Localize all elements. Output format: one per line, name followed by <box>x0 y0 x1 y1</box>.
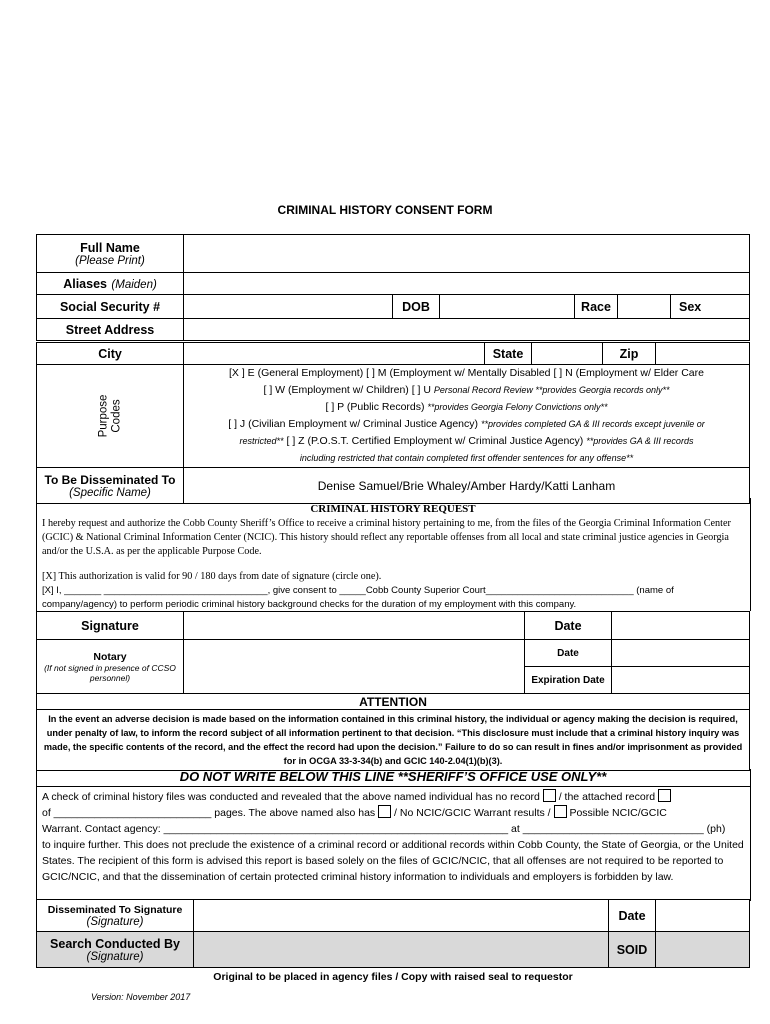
search-table <box>36 899 750 968</box>
street-field[interactable] <box>184 319 750 341</box>
search-date-field[interactable] <box>656 900 750 932</box>
soid-field[interactable] <box>656 932 750 968</box>
attention-table <box>36 693 750 771</box>
signature-date-label: Date <box>525 612 612 640</box>
purpose-code-z: [ ] Z (P.O.S.T. Certified Employment w/ Criminal Justice Agency) <box>286 435 584 447</box>
purpose-code-p: [ ] P (Public Records) <box>325 401 425 413</box>
state-field[interactable] <box>532 343 603 365</box>
ssn-label: Social Security # <box>37 295 184 319</box>
ssn-field[interactable] <box>184 295 393 319</box>
aliases-hint: (Maiden) <box>111 278 157 291</box>
applicant-table <box>36 234 750 341</box>
no-warrant-checkbox[interactable] <box>378 805 391 818</box>
signature-label: Signature <box>37 612 184 640</box>
notary-date-label: Date <box>525 640 612 667</box>
consent-line-2: company/agency) to perform periodic criminal history background checks for the duration of my employment with this company. <box>42 599 577 610</box>
possible-warrant-checkbox[interactable] <box>554 805 567 818</box>
race-field[interactable] <box>618 295 671 319</box>
office-use-disclaimer: to inquire further. This does not preclude the existence of a criminal record or additional records within Cobb County, the State of Georgia, or the United States. The recipient of this form is advised this report is based solely on the files of GCIC/NCIC, that all offenses are not required to be reported to GCIC/NCIC, and that the dissemination of certain protected criminal history information to individuals and employers is forbidden by law. <box>42 839 744 883</box>
validity-statement: [X] This authorization is valid for 90 / 180 days from date of signature (circle one). <box>42 571 382 582</box>
contact-agency-line: Warrant. Contact agency: ___________________________________________________________ at _______________________________ (ph) <box>42 823 726 835</box>
signature-date-field[interactable] <box>612 612 750 640</box>
notary-label: Notary <box>93 650 127 663</box>
request-heading: CRIMINAL HISTORY REQUEST <box>310 503 476 515</box>
version-note: Version: November 2017 <box>91 992 191 1002</box>
attention-text: In the event an adverse decision is made based on the information contained in this criminal history, the individual or agency making the decision is required, under penalty of law, to inform the record subject of all information pertinent to that decision. “This disclosure must include that a criminal history inquiry was made, the specific contents of the record, and the effect the record had upon the decision.” Failure to do so can result in fines and/or imprisonment as provided for in OCGA 33-3-34(b) and GCIC 140-2.04(1)(b)(3). <box>37 710 750 771</box>
form-title: CRIMINAL HISTORY CONSENT FORM <box>277 203 493 217</box>
dissem-signature-label: Disseminated To Signature <box>47 903 183 916</box>
disseminate-hint: (Specific Name) <box>69 486 151 499</box>
full-name-label: Full Name <box>80 240 140 255</box>
purpose-codes-label: Purpose Codes <box>97 394 122 437</box>
signature-field[interactable] <box>184 612 525 640</box>
dob-field[interactable] <box>440 295 575 319</box>
street-label: Street Address <box>37 319 184 341</box>
dob-label: DOB <box>393 295 440 319</box>
office-use-text: A check of criminal history files was conducted and revealed that the above named individual has no record / the attached record of ___________________________ pages. The above named also has / No NCIC/GCIC Warrant results / Possible NCIC/GCIC Warrant. Contact agency: ___________________________________________________________ at _______________________________ (ph) to inquire further. This does not preclude the existence of a criminal record or additional records within Cobb County, the State of Georgia, or the United States. The recipient of this form is advised this report is based solely on the files of GCIC/NCIC, that all offenses are not required to be reported to GCIC/NCIC, and that the dissemination of certain protected criminal history information to individuals and employers is forbidden by law. <box>42 789 746 885</box>
search-conducted-field[interactable] <box>194 932 609 968</box>
sex-label: Sex <box>679 299 702 314</box>
notary-field[interactable] <box>184 640 525 694</box>
signature-table <box>36 611 750 640</box>
expiration-date-field[interactable] <box>612 667 750 694</box>
notary-table <box>36 639 750 694</box>
no-record-checkbox[interactable] <box>543 789 556 802</box>
dissem-signature-hint: (Signature) <box>86 915 144 928</box>
aliases-label: Aliases <box>63 276 107 291</box>
city-row <box>36 342 750 365</box>
original-note: Original to be placed in agency files / Copy with raised seal to requestor <box>213 971 573 983</box>
search-conducted-hint: (Signature) <box>86 950 144 963</box>
aliases-field[interactable] <box>184 273 750 295</box>
zip-label: Zip <box>603 343 656 365</box>
office-use-heading: DO NOT WRITE BELOW THIS LINE **SHERIFF’S OFFICE USE ONLY** <box>179 769 607 784</box>
expiration-date-label: Expiration Date <box>525 667 612 694</box>
purpose-codes-list[interactable]: [X ] E (General Employment) [ ] M (Employment w/ Mentally Disabled [ ] N (Employment w/ Elder Care [ ] W (Employment w/ Children) [ ] U Personal Record Review **provides Georgia records only** [ ] P (Public Records) **provides Georgia Felony Convictions only** [ ] J (Civilian Employment w/ Criminal Justice Agency) **provides completed GA & III records except juvenile or restricted** [ ] Z (P.O.S.T. Certified Employment w/ Criminal Justice Agency) **provides GA & III records including restricted that contain completed first offender sentences for any offense** <box>184 365 750 468</box>
purpose-code-w-u: [ ] W (Employment w/ Children) [ ] U <box>263 384 431 396</box>
request-paragraph: I hereby request and authorize the Cobb County Sheriff’s Office to receive a criminal history pertaining to me, from the files of the Georgia Criminal Information Center (GCIC) & National Criminal Information Center (NCIC). This history should reflect any reportable offenses from all local and state criminal justice agencies in Georgia and/or the U.S.A. as per the applicable Purpose Code. <box>42 518 731 557</box>
disseminate-label: To Be Disseminated To <box>44 472 176 487</box>
consent-line: [X] I, _______ _______________________________, give consent to _____Cobb County Superior Court____________________________ (name of <box>42 585 674 596</box>
search-conducted-label: Search Conducted By <box>50 936 180 951</box>
disseminate-value[interactable]: Denise Samuel/Brie Whaley/Amber Hardy/Katti Lanham <box>184 468 750 504</box>
zip-field[interactable] <box>656 343 750 365</box>
city-field[interactable] <box>184 343 485 365</box>
dissem-signature-field[interactable] <box>194 900 609 932</box>
race-label: Race <box>575 295 618 319</box>
notary-hint: (If not signed in presence of CCSO personnel) <box>44 662 176 683</box>
purpose-codes-table <box>36 364 750 504</box>
attached-record-checkbox[interactable] <box>658 789 671 802</box>
notary-date-field[interactable] <box>612 640 750 667</box>
attention-heading: ATTENTION <box>37 694 750 710</box>
city-label: City <box>37 343 184 365</box>
full-name-hint: (Please Print) <box>75 254 145 267</box>
full-name-field[interactable] <box>184 235 750 273</box>
state-label: State <box>485 343 532 365</box>
search-date-label: Date <box>609 900 656 932</box>
purpose-code-j: [ ] J (Civilian Employment w/ Criminal Justice Agency) <box>228 418 479 430</box>
soid-label: SOID <box>609 932 656 968</box>
purpose-line-1: [X ] E (General Employment) [ ] M (Employment w/ Mentally Disabled [ ] N (Employment w/ Elder Care <box>229 367 704 379</box>
